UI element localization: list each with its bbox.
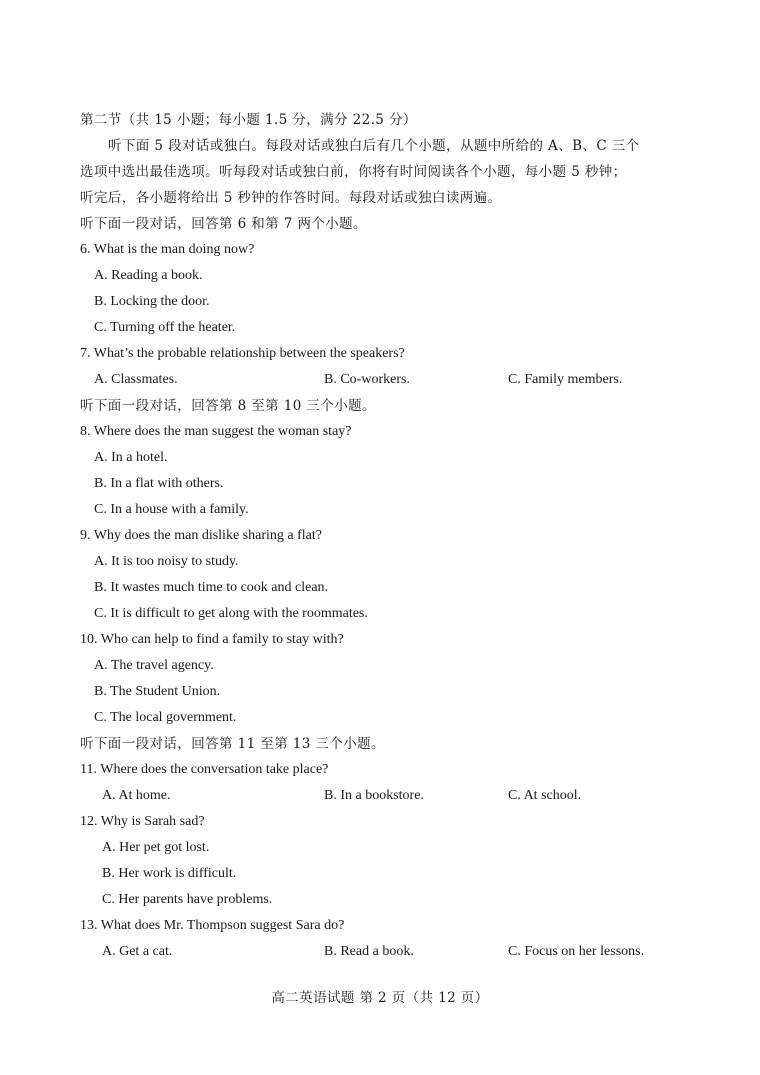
section-header: 第二节（共 15 小题；每小题 1.5 分，满分 22.5 分） (80, 112, 417, 128)
group-prompt-8-10: 听下面一段对话，回答第 8 至第 10 三个小题。 (80, 398, 376, 414)
question-10-option-b: B. The Student Union. (94, 684, 221, 699)
question-6-stem: 6. What is the man doing now? (80, 242, 255, 257)
question-11-option-a: A. At home. (102, 788, 171, 803)
question-12-option-c: C. Her parents have problems. (102, 892, 273, 907)
question-10-option-a: A. The travel agency. (94, 658, 214, 673)
question-12-option-a: A. Her pet got lost. (102, 840, 210, 855)
question-9-stem: 9. Why does the man dislike sharing a flat? (80, 528, 322, 543)
question-6-option-a: A. Reading a book. (94, 268, 203, 283)
question-8-option-c: C. In a house with a family. (94, 502, 249, 517)
question-7-option-c: C. Family members. (508, 372, 623, 387)
question-6-option-b: B. Locking the door. (94, 294, 210, 309)
question-6-option-c: C. Turning off the heater. (94, 320, 236, 335)
instructions-line-2: 选项中选出最佳选项。听每段对话或独白前，你将有时间阅读各个小题，每小题 5 秒钟； (80, 164, 627, 180)
question-11-option-b: B. In a bookstore. (324, 788, 424, 803)
question-8-option-a: A. In a hotel. (94, 450, 168, 465)
question-7-option-a: A. Classmates. (94, 372, 178, 387)
question-9-option-a: A. It is too noisy to study. (94, 554, 239, 569)
question-12-option-b: B. Her work is difficult. (102, 866, 237, 881)
question-13-option-c: C. Focus on her lessons. (508, 944, 645, 959)
question-13-stem: 13. What does Mr. Thompson suggest Sara do? (80, 918, 345, 933)
instructions-line-1: 听下面 5 段对话或独白。每段对话或独白后有几个小题，从题中所给的 A、B、C 三个 (108, 138, 640, 154)
question-9-option-c: C. It is difficult to get along with the roommates. (94, 606, 368, 621)
group-prompt-6-7: 听下面一段对话，回答第 6 和第 7 两个小题。 (80, 216, 367, 232)
question-11-option-c: C. At school. (508, 788, 582, 803)
question-7-option-b: B. Co-workers. (324, 372, 410, 387)
question-8-stem: 8. Where does the man suggest the woman stay? (80, 424, 352, 439)
page-footer: 高二英语试题 第 2 页（共 12 页） (271, 990, 489, 1006)
question-13-option-b: B. Read a book. (324, 944, 414, 959)
question-8-option-b: B. In a flat with others. (94, 476, 224, 491)
question-13-option-a: A. Get a cat. (102, 944, 173, 959)
group-prompt-11-13: 听下面一段对话，回答第 11 至第 13 三个小题。 (80, 736, 385, 752)
question-9-option-b: B. It wastes much time to cook and clean. (94, 580, 329, 595)
question-11-stem: 11. Where does the conversation take place? (80, 762, 329, 777)
instructions-line-3: 听完后，各小题将给出 5 秒钟的作答时间。每段对话或独白读两遍。 (80, 190, 502, 206)
question-10-option-c: C. The local government. (94, 710, 237, 725)
question-7-stem: 7. What’s the probable relationship between the speakers? (80, 346, 405, 361)
question-12-stem: 12. Why is Sarah sad? (80, 814, 205, 829)
question-10-stem: 10. Who can help to find a family to stay with? (80, 632, 344, 647)
